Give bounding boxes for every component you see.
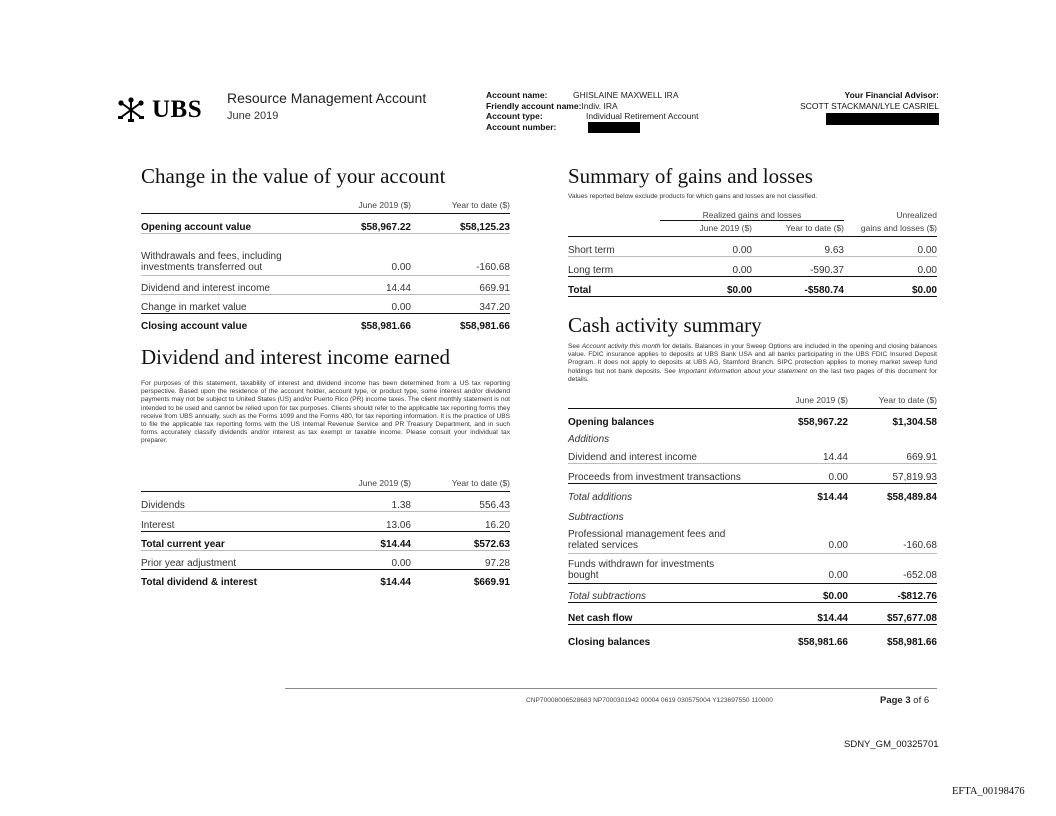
advisor-name: SCOTT STACKMAN/LYLE CASRIEL [800,100,939,111]
col-ytd: Year to date ($) [411,196,510,213]
realized-group: Realized gains and losses [660,206,844,220]
friendly-name-label: Friendly account name: [486,100,582,111]
table-row: Long term 0.00 -590.37 0.00 [568,256,937,276]
ubs-wordmark: UBS [152,96,203,123]
cash-activity-title: Cash activity summary [568,313,762,337]
unrealized-group: Unrealized [896,210,937,220]
col-june: June 2019 ($) [326,474,411,491]
section-label: Subtractions [568,512,624,523]
table-row: Total $0.00 -$580.74 $0.00 [568,276,937,296]
table-row: Total additions $14.44 $58,489.84 [568,492,937,503]
cash-disclaimer: See Account activity this month for details. Balances in your Sweep Options are included in the opening and closing balances value. FDIC insurance applies to deposits at UBS Bank USA and all banks participating in the UBS FDIC Insured Deposit Program. It does not apply to deposits at UBS AG, Stamford Branch. SIPC protection applies to money market sweep fund holdings but not bank deposits. See Important information about your statement on the last two pages of this document for details. [568,343,937,383]
account-number-label: Account number: [486,121,557,132]
financial-advisor [800,90,939,111]
gains-note: Values reported below exclude products for which gains and losses are not classified. [568,193,818,200]
dividend-table [141,474,510,588]
tax-disclaimer: For purposes of this statement, taxability of interest and dividend income has been determined from a US tax reporting perspective. Based upon the residence of the account holder, account type, or product type, some interest and/or dividend payments may not be subject to United States (US) and/or Puerto Rico (PR) income taxes. The client monthly statement is not intended to be used and cannot be relied upon for tax purposes. Clients should refer to the applicable tax reporting forms they receive from UBS annually, such as the Forms 1099 and the Forms 480, for tax reporting information. It is the practice of UBS to file the applicable tax reporting forms with the US Internal Revenue Service and PR Treasury Department, and in such forms accurately classify dividends and/or interest as tax exempt or taxable income. Please consult your individual tax preparer. [141,380,510,445]
footer-code: CNP70008006528683 NP7000301942 00004 0619 030575004 Y123697550 110000 [526,697,773,704]
table-row: Short term 0.00 9.63 0.00 [568,236,937,256]
page-number: Page 3 of 6 [880,695,930,706]
account-name-value: GHISLAINE MAXWELL IRA [573,90,679,100]
table-row: Total subtractions $0.00 -$812.76 [568,583,937,602]
account-number-redaction [588,122,640,133]
table-row: Dividend and interest income 14.44 669.91 [141,275,510,294]
account-type-label: Account type: [486,111,543,121]
table-row: Dividends 1.38 556.43 [141,491,510,511]
table-row: Change in market value 0.00 347.20 [141,294,510,313]
table-row: Proceeds from investment transactions 0.00 57,819.93 [568,463,937,483]
col-unrealized: gains and losses ($) [844,220,937,236]
advisor-title: Your Financial Advisor: [844,90,939,100]
friendly-name-value: Indiv. IRA [581,100,618,111]
gains-losses-title: Summary of gains and losses [568,164,813,188]
table-row: Funds withdrawn for investments bought 0.00 -652.08 [568,553,937,583]
dividend-title: Dividend and interest income earned [141,345,451,369]
bates-number: SDNY_GM_00325701 [844,739,939,750]
advisor-redaction [826,113,939,125]
account-type-value: Individual Retirement Account [586,111,699,121]
statement-date: June 2019 [227,110,279,122]
col-june: June 2019 ($) [763,393,848,408]
page-title: Resource Management Account [227,90,427,106]
account-name-label: Account name: [486,90,548,100]
col-june: June 2019 ($) [326,196,411,213]
table-row: Closing account value $58,981.66 $58,981.66 [141,321,510,332]
change-in-value-table [141,196,510,332]
change-in-value-title: Change in the value of your account [141,164,446,188]
col-june: June 2019 ($) [660,220,752,236]
table-row: Prior year adjustment 0.00 97.28 [141,550,510,569]
gains-losses-table [568,206,937,297]
col-ytd: Year to date ($) [411,474,510,491]
ubs-keys-icon [116,96,146,124]
efta-number: EFTA_00198476 [952,786,1025,797]
table-row: Opening account value $58,967.22 $58,125.23 [141,213,510,233]
table-row: Total dividend & interest $14.44 $669.91 [141,577,510,588]
table-row: Closing balances $58,981.66 $58,981.66 [568,637,937,648]
ubs-logo [116,96,202,124]
footer-rule [285,688,937,689]
col-ytd: Year to date ($) [848,393,937,408]
table-row: Total current year $14.44 $572.63 [141,531,510,550]
section-label: Additions [568,434,610,445]
table-row: Interest 13.06 16.20 [141,511,510,531]
table-row: Dividend and interest income 14.44 669.91 [568,445,937,463]
table-row: Professional management fees and related services 0.00 -160.68 [568,523,937,553]
table-row: Net cash flow $14.44 $57,677.08 [568,602,937,624]
cash-activity-table [568,393,937,648]
col-ytd: Year to date ($) [752,220,844,236]
table-row: Opening balances $58,967.22 $1,304.58 [568,417,937,428]
table-row: Withdrawals and fees, including investments transferred out 0.00 -160.68 [141,233,510,275]
